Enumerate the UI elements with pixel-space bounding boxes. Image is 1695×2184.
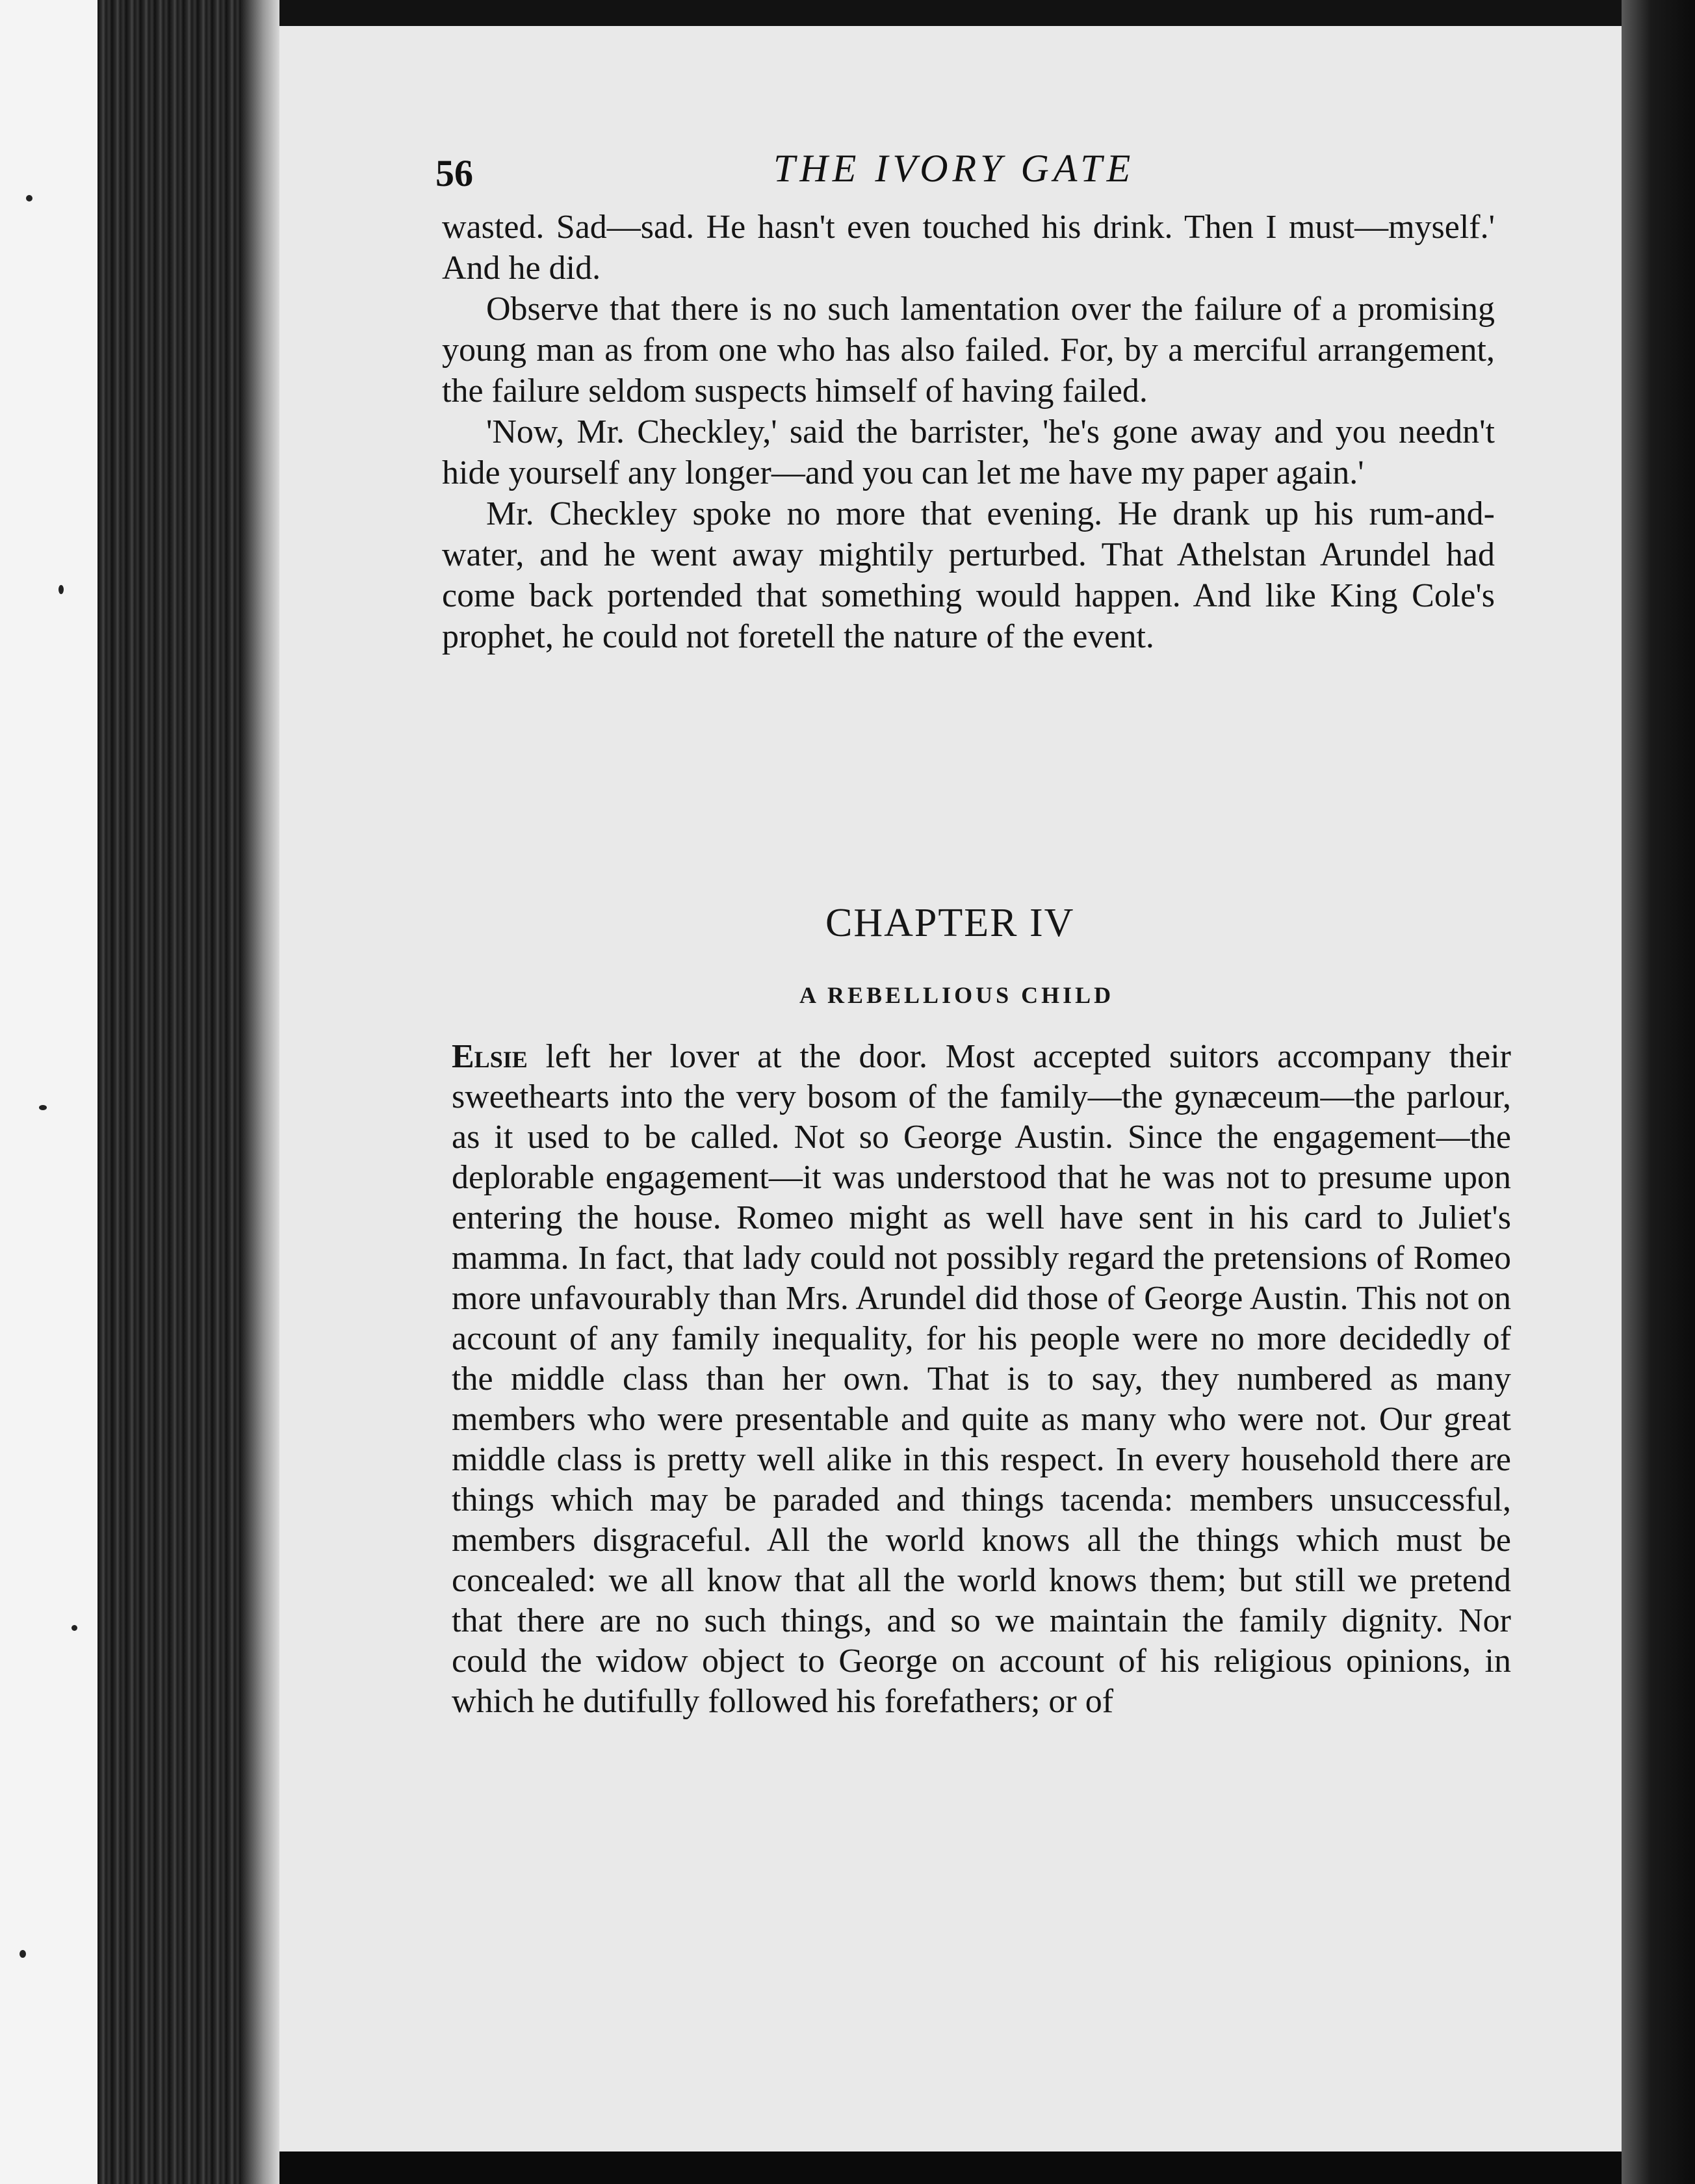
chapter-number: CHAPTER IV	[825, 901, 1075, 945]
dust-speck	[71, 1625, 77, 1631]
paragraph	[452, 1037, 1511, 1722]
running-head	[435, 146, 1488, 205]
paragraph: Observe that there is no such lamentation over the failure of a promising young man as from one who has also failed. For, by a merciful arrangement, the failure seldom suspects himself of having failed.	[442, 291, 1495, 410]
dust-speck	[39, 1105, 47, 1110]
dust-speck	[58, 585, 64, 594]
scan-right-shadow	[1622, 0, 1695, 2184]
paragraph: wasted. Sad—sad. He hasn't even touched his drink. Then I must—myself.' And he did.	[442, 209, 1495, 287]
scan-top-shadow	[97, 0, 1695, 26]
paragraph-body: left her lover at the door. Most accepted suitors accompany their sweethearts into the very bosom of the family—the gynæceum—the parlour, as it used to be called. Not so George Austin. Since the engagement—the deplorable engagement—it was understood that he was not to presume upon entering the house. Romeo might as well have sent in his card to Juliet's mamma. In fact, that lady could not possibly regard the pretensions of Romeo more unfavourably than Mrs. Arundel did those of George Austin. This not on account of any family inequality, for his people were no more decidedly of the middle class than her own. That is to say, they numbered as many members who were presentable and quite as many who were not. Our great middle class is pretty well alike in this respect. In every household there are things which may be paraded and things tacenda: members unsuccessful, members disgraceful. All the world knows all the things which must be concealed: we all know that all the world knows them; but still we pretend that there are no such things, and so we maintain the family dignity. Nor could the widow object to George on account of his religious opinions, in which he dutifully followed his forefathers; or of	[452, 1038, 1511, 1720]
book-gutter	[97, 0, 253, 2184]
scan-margin	[0, 0, 97, 2184]
chapter-text	[452, 1037, 1511, 1722]
opening-text	[442, 207, 1495, 657]
paragraph: Mr. Checkley spoke no more that evening. He drank up his rum-and-water, and he went away mightily perturbed. That Athelstan Arundel had come back portended that something would happen. And like King Cole's prophet, he could not foretell the nature of the event.	[442, 495, 1495, 655]
running-title: THE IVORY GATE	[773, 147, 1135, 190]
gutter-shadow	[240, 0, 279, 2184]
dust-speck	[19, 1950, 26, 1958]
chapter-title: A REBELLIOUS CHILD	[799, 982, 1115, 1008]
dust-speck	[26, 195, 32, 202]
paragraph: 'Now, Mr. Checkley,' said the barrister, 'he's gone away and you needn't hide yourself any longer—and you can let me have my paper again.'	[442, 413, 1495, 491]
page-number: 56	[435, 152, 473, 194]
lead-word: Elsie	[452, 1038, 528, 1075]
